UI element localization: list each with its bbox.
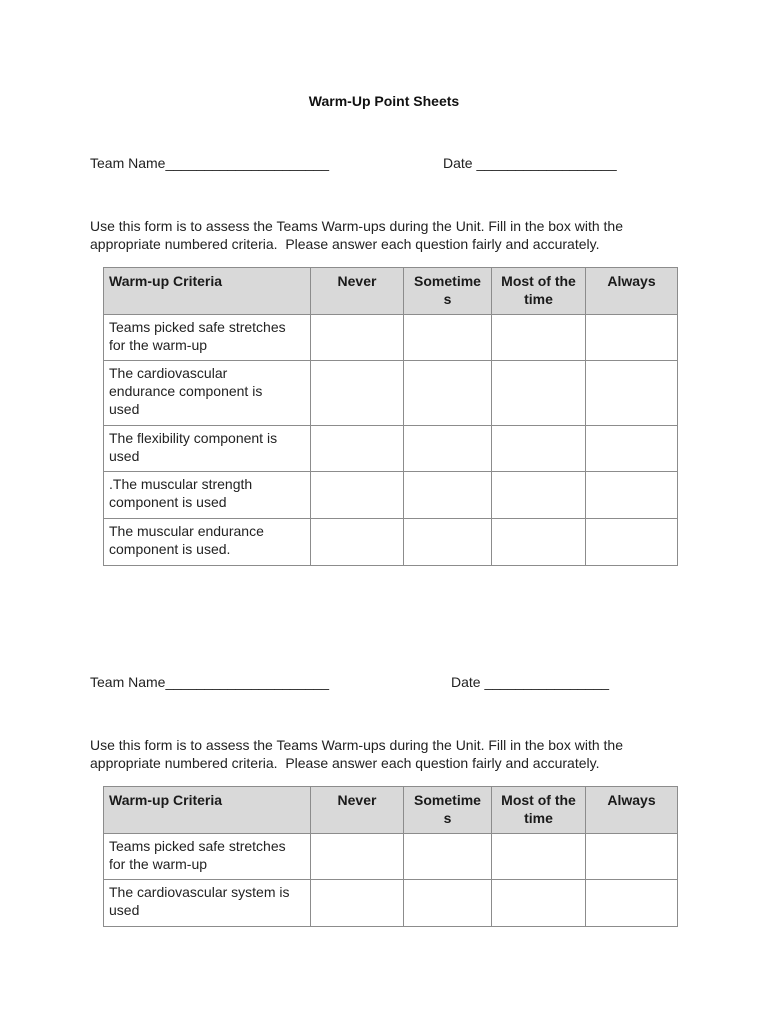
table-row [104, 834, 678, 880]
header-row [104, 787, 678, 834]
col-header-always: Always [586, 787, 678, 834]
instructions-line: Use this form is to assess the Teams Warm-ups during the Unit. Fill in the box with the [90, 737, 623, 753]
table-row [104, 519, 678, 566]
never-cell[interactable] [311, 315, 404, 361]
criteria-table [103, 267, 678, 566]
most-of-the-time-cell[interactable] [492, 519, 586, 566]
team-name-field[interactable]: Team Name_____________________ [90, 674, 329, 690]
sometimes-cell[interactable] [404, 361, 492, 426]
sometimes-cell[interactable] [404, 315, 492, 361]
always-cell[interactable] [586, 426, 678, 472]
sometimes-cell[interactable] [404, 519, 492, 566]
col-header-most-of-the-time: Most of the time [492, 268, 586, 315]
instructions [90, 217, 690, 253]
col-header-sometimes: Sometime s [404, 268, 492, 315]
criteria-cell: The flexibility component is used [104, 426, 311, 472]
col-header-never: Never [311, 268, 404, 315]
always-cell[interactable] [586, 361, 678, 426]
date-field[interactable]: Date ________________ [451, 674, 610, 690]
table-row [104, 315, 678, 361]
always-cell[interactable] [586, 880, 678, 927]
team-name-field[interactable]: Team Name_____________________ [90, 155, 329, 171]
table-row [104, 426, 678, 472]
page-title: Warm-Up Point Sheets [308, 93, 460, 109]
instructions-line: Use this form is to assess the Teams Warm-ups during the Unit. Fill in the box with the [90, 218, 623, 234]
most-of-the-time-cell[interactable] [492, 361, 586, 426]
col-header-criteria: Warm-up Criteria [104, 268, 311, 315]
col-header-always: Always [586, 268, 678, 315]
always-cell[interactable] [586, 472, 678, 519]
col-header-never: Never [311, 787, 404, 834]
criteria-table [103, 786, 678, 927]
col-header-most-of-the-time: Most of the time [492, 787, 586, 834]
table-row [104, 361, 678, 426]
criteria-cell: The cardiovascular system is used [104, 880, 311, 927]
never-cell[interactable] [311, 472, 404, 519]
never-cell[interactable] [311, 426, 404, 472]
table-row [104, 880, 678, 927]
most-of-the-time-cell[interactable] [492, 426, 586, 472]
never-cell[interactable] [311, 519, 404, 566]
criteria-cell: Teams picked safe stretches for the warm-up [104, 315, 311, 361]
most-of-the-time-cell[interactable] [492, 834, 586, 880]
instructions-line: appropriate numbered criteria. Please answer each question fairly and accurately. [90, 236, 600, 252]
sometimes-cell[interactable] [404, 880, 492, 927]
most-of-the-time-cell[interactable] [492, 880, 586, 927]
never-cell[interactable] [311, 361, 404, 426]
table-row [104, 472, 678, 519]
most-of-the-time-cell[interactable] [492, 472, 586, 519]
never-cell[interactable] [311, 834, 404, 880]
col-header-criteria: Warm-up Criteria [104, 787, 311, 834]
header-row [104, 268, 678, 315]
sometimes-cell[interactable] [404, 472, 492, 519]
never-cell[interactable] [311, 880, 404, 927]
instructions [90, 736, 690, 772]
criteria-cell: .The muscular strength component is used [104, 472, 311, 519]
col-header-sometimes: Sometime s [404, 787, 492, 834]
instructions-line: appropriate numbered criteria. Please answer each question fairly and accurately. [90, 755, 600, 771]
always-cell[interactable] [586, 315, 678, 361]
criteria-cell: Teams picked safe stretches for the warm-up [104, 834, 311, 880]
criteria-cell: The muscular endurance component is used. [104, 519, 311, 566]
always-cell[interactable] [586, 519, 678, 566]
sometimes-cell[interactable] [404, 426, 492, 472]
sometimes-cell[interactable] [404, 834, 492, 880]
most-of-the-time-cell[interactable] [492, 315, 586, 361]
date-field[interactable]: Date __________________ [443, 155, 617, 171]
always-cell[interactable] [586, 834, 678, 880]
criteria-cell: The cardiovascular endurance component is used [104, 361, 311, 426]
